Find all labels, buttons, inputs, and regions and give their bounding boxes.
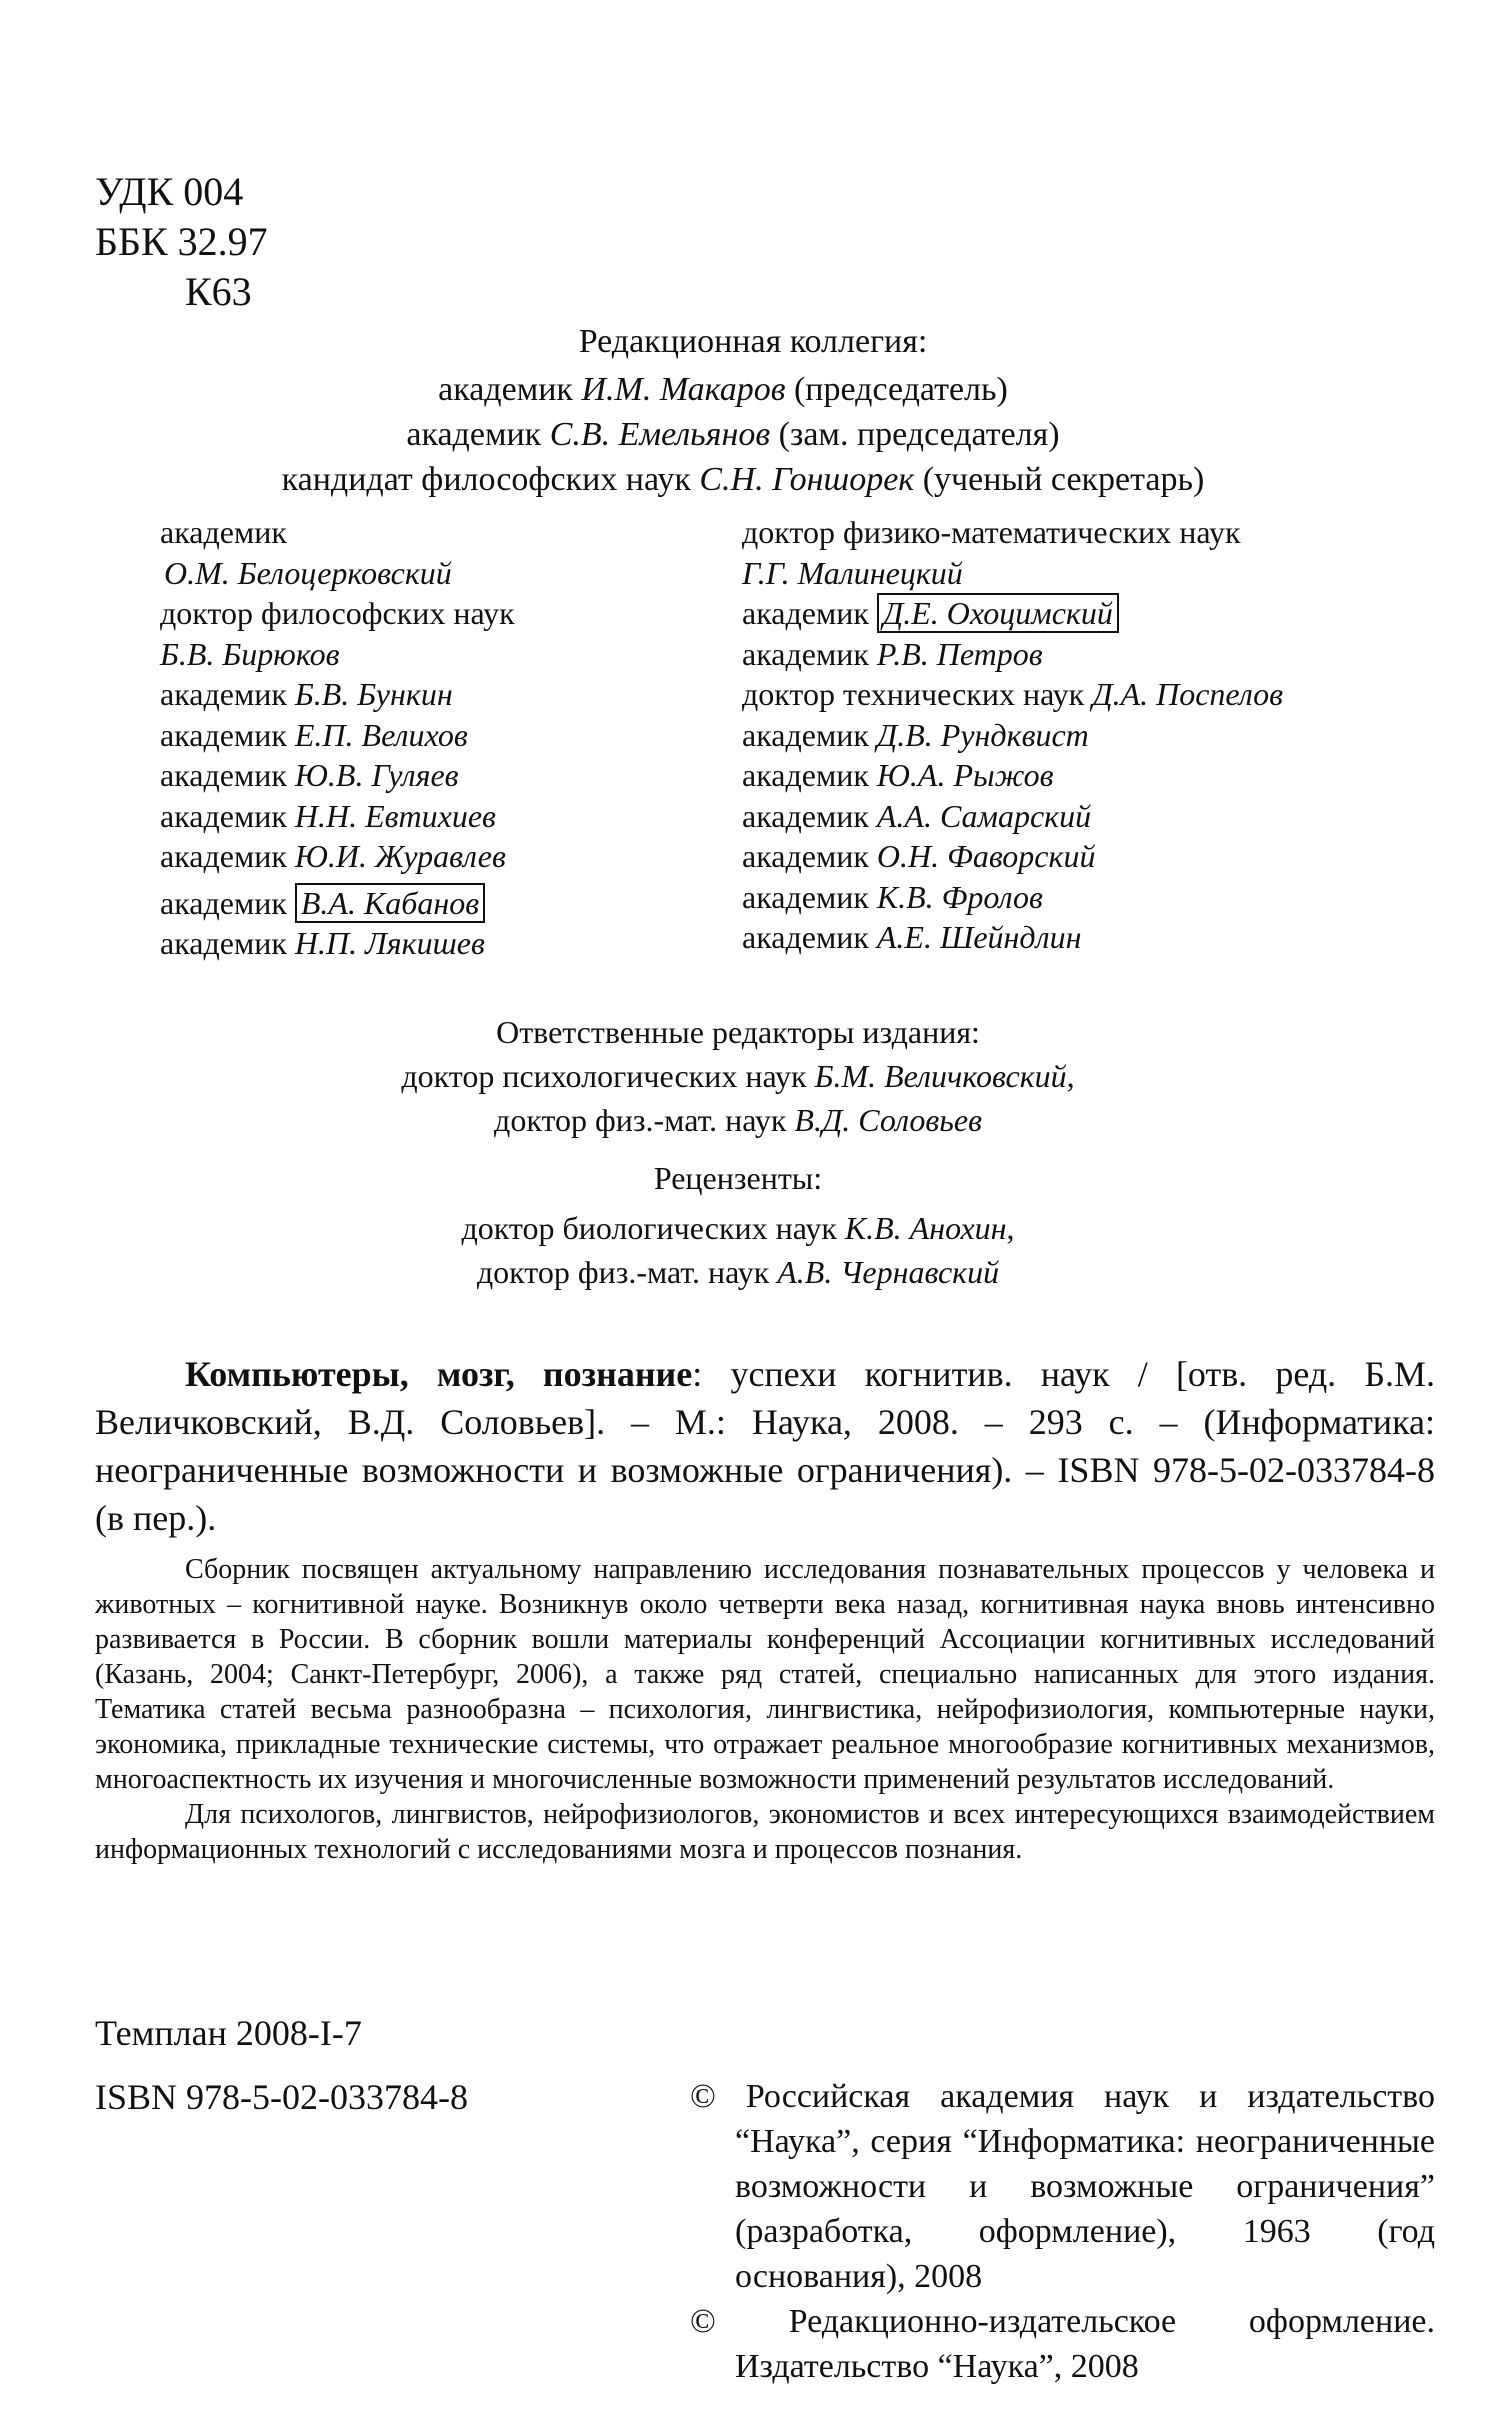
editorial-board-heading: Редакционная коллегия: [578, 323, 928, 360]
board-member-line: академик А.А. Самарский [742, 797, 1092, 834]
board-member-line: Б.В. Бирюков [160, 635, 340, 672]
udk-code: УДК 004 [95, 169, 244, 214]
annotation [95, 1552, 1435, 1867]
board-member-line: академик Д.В. Рундквист [742, 716, 1089, 753]
responsible-editor-line: доктор психологических наук Б.М. Величковский, [401, 1058, 1075, 1094]
board-secretary-line: кандидат философских наук С.Н. Гоншорек (ученый секретарь) [281, 461, 1205, 498]
board-member-line: академик Ю.И. Журавлев [160, 838, 506, 874]
copyright-notice: © Редакционно-издательское оформление. Издательство “Наука”, 2008 [690, 2303, 1435, 2385]
copyright-block [690, 2074, 1435, 2389]
board-member-line: доктор физико-математических наук [742, 514, 1241, 550]
board-member-line: академик В.А. Кабанов [160, 883, 515, 924]
annotation-paragraph: Для психологов, лингвистов, нейрофизиологов, экономистов и всех интересующихся взаимодействием информационных технологий с исследованиями мозга и процессов познания. [95, 1799, 1435, 1865]
reviewer-line: доктор физ.-мат. наук А.В. Чернавский [476, 1254, 1000, 1290]
responsible-editors-heading: Ответственные редакторы издания: [496, 1014, 980, 1050]
board-member-line: академик Б.В. Бункин [160, 676, 453, 712]
board-chair-line: академик И.М. Макаров (председатель) [438, 371, 1008, 408]
bibliographic-record: Компьютеры, мозг, познание: успехи когнитив. наук / [отв. ред. Б.М. Величковский, В.Д. Соловьев]. – М.: Наука, 2008. – 293 с. – (Информатика: неограниченные возможности и возможные ограничения). – ISBN 978-5-02-033784-8 (в пер.). [95, 1354, 1435, 1538]
board-member-line: О.М. Белоцерковский [164, 554, 452, 591]
board-vice-chair-line: академик С.В. Емельянов (зам. председателя) [406, 416, 1060, 453]
book-title: Компьютеры, мозг, познание [185, 1354, 693, 1394]
board-member-line: академик [160, 514, 287, 550]
deceased-member-frame: Д.Е. Охоцимский [877, 593, 1119, 633]
board-member-line: академик Н.Н. Евтихиев [160, 797, 496, 834]
templan: Темплан 2008-I-7 [95, 2013, 362, 2053]
reviewer-line: доктор биологических наук К.В. Анохин, [461, 1210, 1015, 1246]
board-member-line: академик Ю.В. Гуляев [160, 757, 459, 793]
board-member-line: Г.Г. Малинецкий [742, 554, 963, 591]
board-member-line: академик О.Н. Фаворский [742, 838, 1096, 874]
reviewers-heading: Рецензенты: [653, 1160, 823, 1196]
board-member-line: академик Н.П. Лякишев [160, 925, 485, 961]
board-member-line: академик Е.П. Велихов [160, 716, 468, 753]
annotation-paragraph: Сборник посвящен актуальному направлению исследования познавательных процессов у человека и животных – когнитивной науке. Возникнув около четверти века назад, когнитивная наука вновь интенсивно развивается в России. В сборник вошли материалы конференций Ассоциации когнитивных исследований (Казань, 2004; Санкт-Петербург, 2006), а также ряд статей, специально написанных для этого издания. Тематика статей весьма разнообразна – психология, лингвистика, нейрофизиология, компьютерные науки, экономика, прикладные технические системы, что отражает реальное многообразие когнитивных механизмов, многоаспектность их изучения и многочисленные возможности применений результатов исследований. [95, 1554, 1435, 1795]
board-member-line: академик Ю.А. Рыжов [742, 757, 1054, 793]
board-member-line: доктор философских наук [160, 595, 515, 631]
copyright-notice: © Российская академия наук и издательство “Наука”, серия “Информатика: неограниченные возможности и возможные ограничения” (разработка, оформление), 1963 (год основания), 2008 [690, 2078, 1435, 2295]
board-member-line: академик Д.Е. Охоцимский [742, 593, 1283, 634]
responsible-editor-line: доктор физ.-мат. наук В.Д. Соловьев [494, 1102, 982, 1138]
board-member-line: академик К.В. Фролов [742, 878, 1043, 915]
board-member-line: академик Р.В. Петров [742, 635, 1043, 672]
isbn: ISBN 978-5-02-033784-8 [95, 2077, 468, 2117]
author-sign: К63 [185, 269, 252, 314]
board-member-line: доктор технических наук Д.А. Поспелов [742, 676, 1284, 712]
board-member-line: академик А.Е. Шейндлин [742, 919, 1082, 955]
bbk-code: ББК 32.97 [95, 219, 268, 264]
deceased-member-frame: В.А. Кабанов [295, 883, 485, 923]
board-members-right-column [742, 512, 1283, 958]
board-members-left-column [160, 512, 515, 964]
